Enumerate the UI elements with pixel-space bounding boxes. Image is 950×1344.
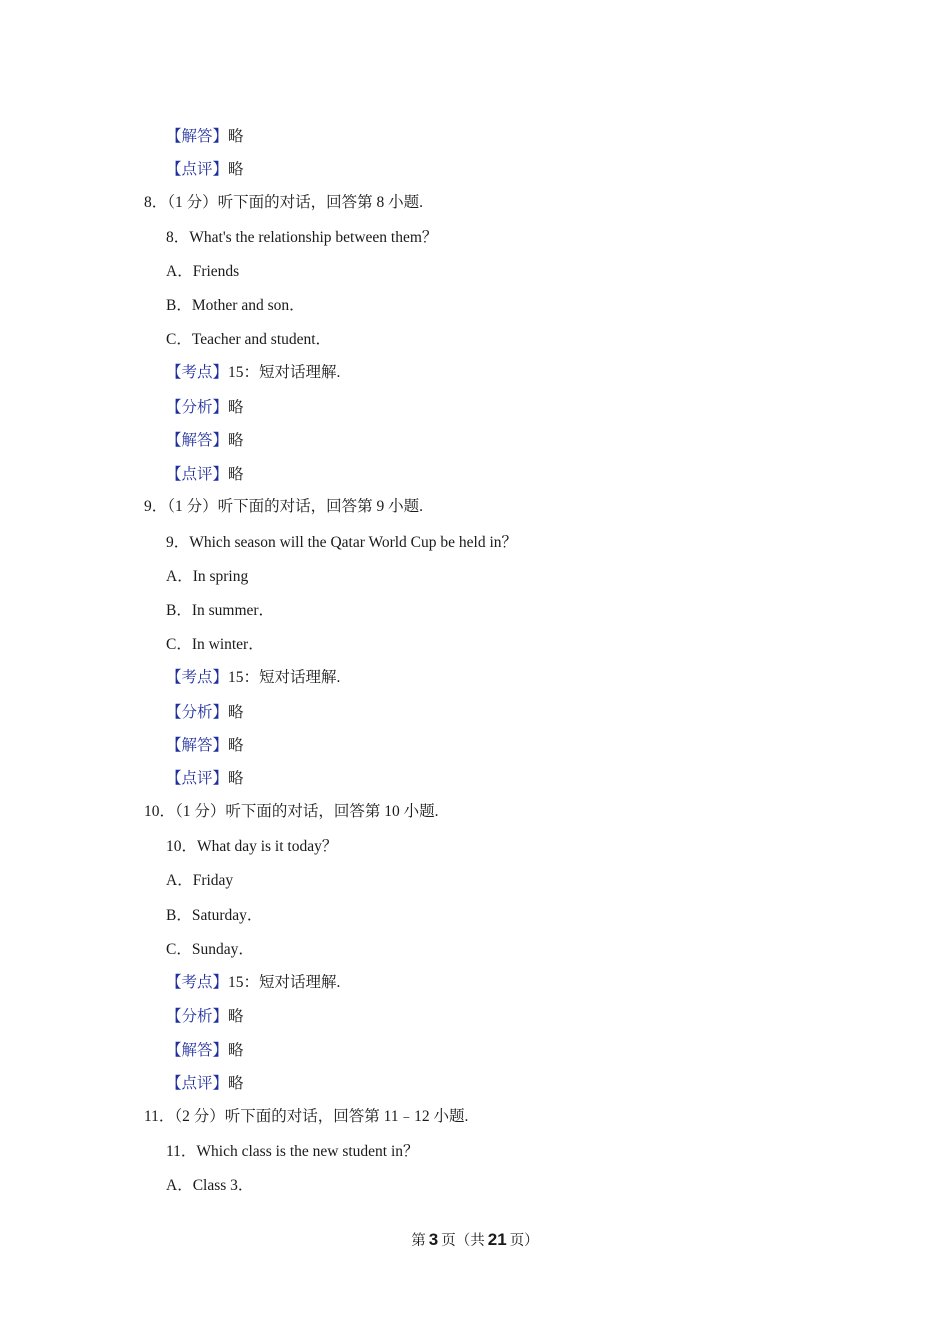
q9-option-c: C．In winter． bbox=[166, 636, 264, 653]
jieda-text: 略 bbox=[228, 1042, 244, 1059]
q8-fenxi bbox=[166, 398, 244, 418]
q9-option-b: B．In summer． bbox=[166, 602, 275, 619]
q10-option-a: A．Friday bbox=[166, 872, 234, 889]
tag-dianping: 【点评】 bbox=[166, 1075, 229, 1092]
q10-dianping bbox=[166, 1074, 244, 1094]
tag-kaodian: 【考点】 bbox=[166, 669, 229, 686]
q9-head: 9．（1 分）听下面的对话，回答第 9 小题. bbox=[144, 498, 424, 515]
q10-kaodian bbox=[166, 973, 340, 993]
tag-jieda: 【解答】 bbox=[166, 1042, 229, 1059]
q8-head: 8．（1 分）听下面的对话，回答第 8 小题. bbox=[144, 194, 424, 211]
q11-question: 11．Which class is the new student in？ bbox=[166, 1143, 419, 1160]
dianping-text: 略 bbox=[228, 770, 244, 787]
fenxi-text: 略 bbox=[228, 1008, 244, 1025]
q8-question: 8．What's the relationship between them？ bbox=[166, 229, 438, 246]
q11-head: 11．（2 分）听下面的对话，回答第 11﹣12 小题. bbox=[144, 1108, 469, 1125]
dianping-text: 略 bbox=[228, 161, 244, 178]
q8-kaodian bbox=[166, 363, 340, 383]
q7-jieda bbox=[166, 127, 244, 147]
q10-fenxi bbox=[166, 1007, 244, 1027]
q10-option-c: C．Sunday． bbox=[166, 941, 254, 958]
kaodian-text: 15：短对话理解. bbox=[228, 669, 341, 686]
q9-fenxi bbox=[166, 703, 244, 723]
footer-page-number: 3 bbox=[428, 1230, 439, 1249]
q8-dianping bbox=[166, 465, 244, 485]
tag-jieda: 【解答】 bbox=[166, 128, 229, 145]
jieda-text: 略 bbox=[228, 737, 244, 754]
q8-option-c: C．Teacher and student． bbox=[166, 331, 332, 348]
q10-question: 10．What day is it today？ bbox=[166, 838, 338, 855]
footer-prefix: 第 bbox=[411, 1233, 426, 1249]
kaodian-text: 15：短对话理解. bbox=[228, 364, 341, 381]
q9-jieda bbox=[166, 736, 244, 756]
fenxi-text: 略 bbox=[228, 704, 244, 721]
tag-jieda: 【解答】 bbox=[166, 737, 229, 754]
tag-dianping: 【点评】 bbox=[166, 161, 229, 178]
q8-option-b: B．Mother and son． bbox=[166, 297, 305, 314]
q9-question: 9．Which season will the Qatar World Cup be held in？ bbox=[166, 534, 518, 551]
tag-jieda: 【解答】 bbox=[166, 432, 229, 449]
jieda-text: 略 bbox=[228, 128, 244, 145]
q9-dianping bbox=[166, 769, 244, 789]
q10-head: 10．（1 分）听下面的对话，回答第 10 小题. bbox=[144, 803, 439, 820]
kaodian-text: 15：短对话理解. bbox=[228, 974, 341, 991]
tag-dianping: 【点评】 bbox=[166, 466, 229, 483]
tag-fenxi: 【分析】 bbox=[166, 399, 229, 416]
q8-option-a: A．Friends bbox=[166, 263, 240, 280]
tag-fenxi: 【分析】 bbox=[166, 704, 229, 721]
tag-kaodian: 【考点】 bbox=[166, 974, 229, 991]
q9-option-a: A．In spring bbox=[166, 568, 249, 585]
q9-kaodian bbox=[166, 668, 340, 688]
dianping-text: 略 bbox=[228, 1075, 244, 1092]
fenxi-text: 略 bbox=[228, 399, 244, 416]
tag-fenxi: 【分析】 bbox=[166, 1008, 229, 1025]
tag-dianping: 【点评】 bbox=[166, 770, 229, 787]
dianping-text: 略 bbox=[228, 466, 244, 483]
q11-option-a: A．Class 3． bbox=[166, 1177, 254, 1194]
q10-jieda bbox=[166, 1041, 244, 1061]
q7-dianping bbox=[166, 160, 244, 180]
footer-total-pages: 21 bbox=[487, 1230, 507, 1249]
page-footer bbox=[0, 1229, 950, 1252]
footer-middle: 页（共 bbox=[441, 1233, 485, 1249]
footer-suffix: 页） bbox=[509, 1233, 539, 1249]
q10-option-b: B．Saturday． bbox=[166, 907, 263, 924]
jieda-text: 略 bbox=[228, 432, 244, 449]
q8-jieda bbox=[166, 431, 244, 451]
tag-kaodian: 【考点】 bbox=[166, 364, 229, 381]
